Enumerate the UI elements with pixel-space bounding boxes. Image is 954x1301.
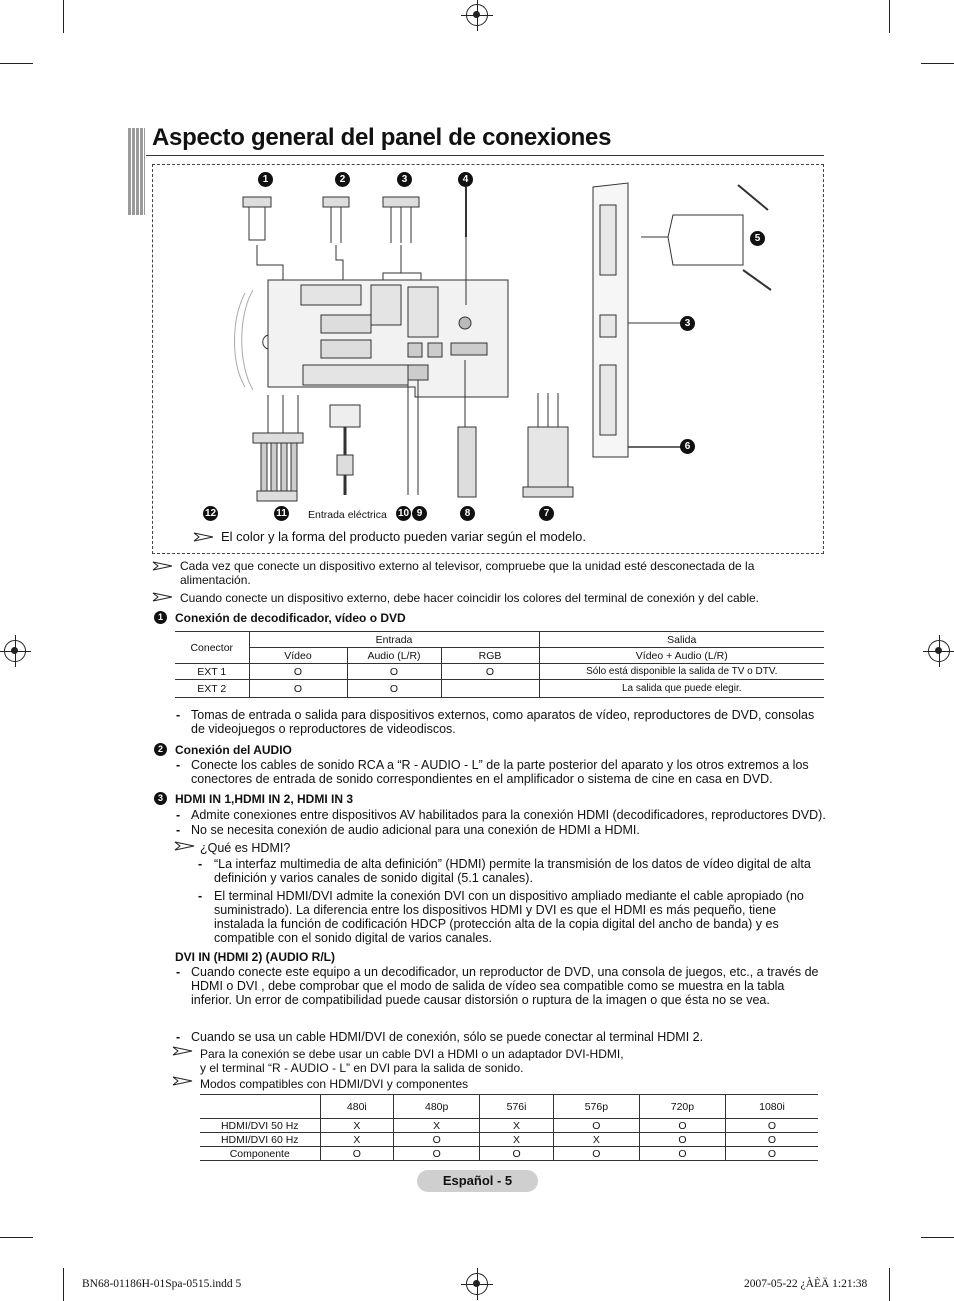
model-note-text: El color y la forma del producto pueden variar según el modelo. — [221, 529, 586, 544]
note-arrow-icon — [172, 1046, 194, 1056]
table-cell: EXT 1 — [175, 664, 249, 680]
table-header: RGB — [441, 648, 539, 664]
section-3-bullet-2: No se necesita conexión de audio adicional para una conexión de HDMI a HDMI. — [191, 823, 640, 837]
power-input-label: Entrada eléctrica — [308, 509, 387, 521]
table-cell: O — [639, 1119, 725, 1133]
bullet-dash: - — [176, 758, 181, 772]
table-cell: O — [553, 1119, 639, 1133]
crop-mark — [0, 1237, 33, 1238]
hdmi-question: ¿Qué es HDMI? — [200, 841, 291, 855]
bullet-dash: - — [176, 808, 181, 822]
table-cell: X — [480, 1133, 554, 1147]
registration-mark-icon — [466, 1273, 488, 1295]
table-cell: O — [249, 680, 347, 698]
bullet-dash: - — [198, 889, 203, 903]
table-cell: O — [394, 1133, 480, 1147]
table-row — [200, 1119, 818, 1133]
bullet-dash: - — [176, 965, 181, 979]
callout-5: 5 — [750, 231, 765, 246]
table-header: 1080i — [725, 1095, 818, 1119]
table-header: 480p — [394, 1095, 480, 1119]
crop-mark — [921, 63, 954, 64]
table-cell: Componente — [200, 1147, 320, 1161]
note-arrow-icon — [193, 532, 215, 542]
table-header: 720p — [639, 1095, 725, 1119]
table-cell: La salida que puede elegir. — [539, 680, 824, 698]
bullet-dash: - — [176, 823, 181, 837]
table-cell: O — [441, 664, 539, 680]
table-header — [200, 1095, 320, 1119]
bullet-dash: - — [198, 857, 203, 871]
callout-8: 8 — [460, 506, 475, 521]
table-cell: O — [725, 1133, 818, 1147]
table-header: Entrada — [249, 632, 539, 648]
callout-6: 6 — [680, 439, 695, 454]
callout-10: 10 — [397, 508, 410, 519]
callout-9: 9 — [412, 506, 427, 521]
table-cell: O — [639, 1133, 725, 1147]
callout-3: 3 — [397, 172, 412, 187]
dvi-note-1a: Para la conexión se debe usar un cable DVI a HDMI o un adaptador DVI-HDMI, — [200, 1047, 624, 1061]
table-cell: O — [249, 664, 347, 680]
section-3-bullet-1: Admite conexiones entre dispositivos AV habilitados para la conexión HDMI (decodificadores, reproductores DVD). — [191, 808, 826, 822]
table-cell: O — [320, 1147, 394, 1161]
section-3-badge: 3 — [154, 792, 167, 805]
modes-note: Modos compatibles con HDMI/DVI y componentes — [200, 1077, 469, 1091]
page-number: Español - 5 — [417, 1170, 538, 1192]
registration-mark-icon — [928, 640, 950, 662]
crop-mark — [921, 1237, 954, 1238]
crop-mark — [63, 0, 64, 33]
table-cell: O — [347, 680, 441, 698]
callout-11: 11 — [274, 506, 289, 521]
crop-mark — [0, 63, 33, 64]
table-cell: O — [725, 1147, 818, 1161]
crop-mark — [889, 1268, 890, 1301]
section-1-heading: Conexión de decodificador, vídeo o DVD — [175, 611, 406, 625]
table-header: Conector — [175, 632, 249, 664]
table-header: 576i — [480, 1095, 554, 1119]
table-row — [200, 1133, 818, 1147]
callout-12: 12 — [204, 508, 217, 519]
registration-mark-icon — [466, 4, 488, 26]
table-header: 576p — [553, 1095, 639, 1119]
note-arrow-icon — [172, 1076, 194, 1086]
section-2-heading: Conexión del AUDIO — [175, 743, 292, 757]
note-arrow-icon — [152, 561, 174, 571]
slug-filename: BN68-01186H-01Spa-0515.indd 5 — [82, 1278, 242, 1290]
note-arrow-icon — [152, 592, 174, 602]
title-decoration — [128, 128, 145, 215]
table-cell: O — [480, 1147, 554, 1161]
table-cell: EXT 2 — [175, 680, 249, 698]
section-2-text: Conecte los cables de sonido RCA a “R - AUDIO - L” de la parte posterior del aparato y los otros extremos a los conectores de entrada de sonido correspondientes en el amplificador o sistema de cine en casa en DVD. — [191, 758, 809, 786]
table-cell: Sólo está disponible la salida de TV o DTV. — [539, 664, 824, 680]
model-note — [193, 529, 586, 544]
table-cell: HDMI/DVI 50 Hz — [200, 1119, 320, 1133]
note-disconnect: Cada vez que conecte un dispositivo externo al televisor, compruebe que la unidad esté desconectada de la alimentación. — [180, 559, 755, 587]
hdmi-answer-2: El terminal HDMI/DVI admite la conexión DVI con un dispositivo ampliado mediante el cable apropiado (no suministrado). La diferencia entre los dispositivos HDMI y DVI es que el HDMI es más pequeño, tiene instalada la función de codificación HDCP (protección alta de la copia digital del ancho de banda) y es compatible con el sonido digital de varios canales. — [214, 889, 804, 945]
note-colors: Cuando conecte un dispositivo externo, debe hacer coincidir los colores del terminal de conexión y del cable. — [180, 591, 760, 605]
page-title: Aspecto general del panel de conexiones — [152, 124, 612, 151]
table-cell: X — [553, 1133, 639, 1147]
table-cell: X — [394, 1119, 480, 1133]
table-row — [200, 1147, 818, 1161]
table-header: Audio (L/R) — [347, 648, 441, 664]
title-underline — [146, 155, 824, 156]
section-1-badge: 1 — [154, 611, 167, 624]
dvi-heading: DVI IN (HDMI 2) (AUDIO R/L) — [175, 950, 335, 964]
table-cell: X — [320, 1119, 394, 1133]
table-cell: O — [347, 664, 441, 680]
registration-mark-icon — [4, 640, 26, 662]
table-cell — [441, 680, 539, 698]
table-cell: O — [639, 1147, 725, 1161]
callout-1: 1 — [258, 172, 273, 187]
callout-4: 4 — [458, 172, 473, 187]
table-header: Vídeo + Audio (L/R) — [539, 648, 824, 664]
table-row — [175, 680, 824, 698]
bullet-dash: - — [176, 708, 181, 722]
section-1-text: Tomas de entrada o salida para dispositivos externos, como aparatos de vídeo, reproductores de DVD, consolas de videojuegos o reproductores de videodiscos. — [191, 708, 815, 736]
callout-3-side: 3 — [680, 316, 695, 331]
table-cell: O — [394, 1147, 480, 1161]
section-3-heading: HDMI IN 1,HDMI IN 2, HDMI IN 3 — [175, 792, 354, 806]
dvi-text-2: Cuando se usa un cable HDMI/DVI de conexión, sólo se puede conectar al terminal HDMI 2. — [191, 1030, 704, 1044]
modes-table — [200, 1094, 818, 1161]
table-header: 480i — [320, 1095, 394, 1119]
connector-table — [175, 631, 824, 698]
table-row — [175, 664, 824, 680]
note-arrow-icon — [174, 841, 196, 851]
dvi-note-1b: y el terminal “R - AUDIO - L” en DVI para la salida de sonido. — [200, 1061, 524, 1075]
table-cell: HDMI/DVI 60 Hz — [200, 1133, 320, 1147]
dvi-text-1: Cuando conecte este equipo a un decodificador, un reproductor de DVD, una consola de juegos, etc., a través de HDMI o DVI , debe comprobar que el modo de salida de vídeo sea compatible como se muestra en la tabla inferior. Un error de compatibilidad puede causar distorsión o ruptura de la imagen o que ésta no se vea. — [191, 965, 819, 1007]
table-cell: X — [480, 1119, 554, 1133]
callout-2: 2 — [335, 172, 350, 187]
bullet-dash: - — [176, 1030, 181, 1044]
crop-mark — [63, 1268, 64, 1301]
table-cell: X — [320, 1133, 394, 1147]
crop-mark — [889, 0, 890, 33]
slug-timestamp: 2007-05-22 ¿ÀÈÄ 1:21:38 — [744, 1278, 868, 1290]
table-header: Vídeo — [249, 648, 347, 664]
table-cell: O — [725, 1119, 818, 1133]
table-header: Salida — [539, 632, 824, 648]
table-cell: O — [553, 1147, 639, 1161]
hdmi-answer-1: “La interfaz multimedia de alta definición” (HDMI) permite la transmisión de los datos de vídeo digital de alta definición y varios canales de sonido digital (5.1 canales). — [214, 857, 811, 885]
callout-7: 7 — [539, 506, 554, 521]
connection-diagram — [152, 164, 824, 554]
rear-panel-illustration — [153, 165, 825, 555]
section-2-badge: 2 — [154, 743, 167, 756]
